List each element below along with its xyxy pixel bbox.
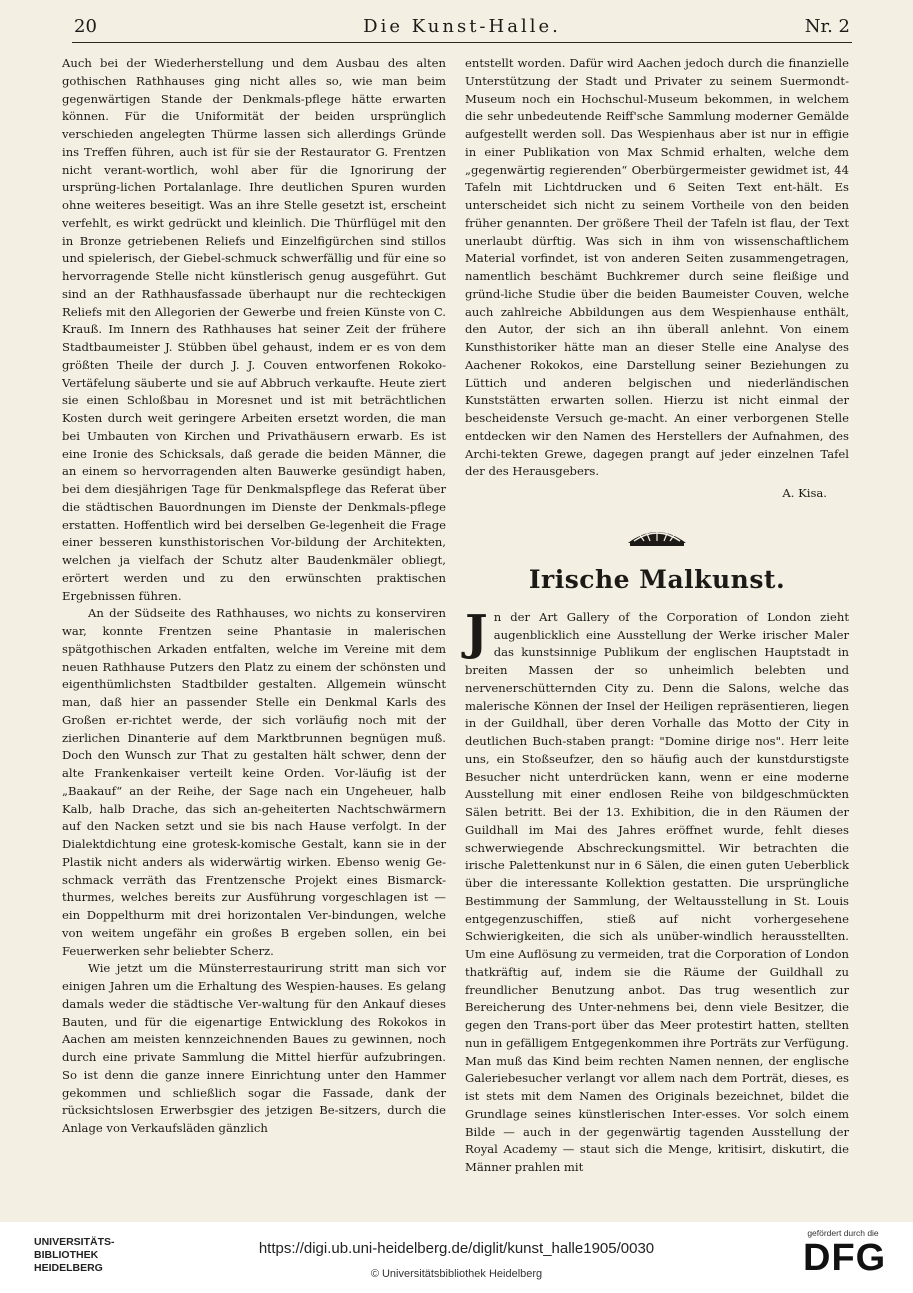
author-signature: A. Kisa. bbox=[782, 486, 827, 500]
library-name-line: BIBLIOTHEK bbox=[34, 1249, 99, 1261]
paragraph: Wie jetzt um die Münsterrestaurirung stritt man sich vor einigen Jahren um die Erhaltung des Wespien-hauses. Es gelang damals weder die städtische Ver-waltung für den Ankauf dieses Bauten, und für die eigenartige Entwicklung des Rokokos in Aachen am meisten kennzeichnenden Baues zu gewinnen, noch durch eine private Sammlung die Mittel hierfür aufzubringen. So ist denn die ganze innere Einrichtung unter den Hammer gekommen und schließlich sogar die Fassade, dank der rücksichtslosen Erwerbsgier des jetzigen Be-sitzers, durch die Anlage von Verkaufsläden gänzlich bbox=[62, 961, 446, 1135]
running-header bbox=[74, 14, 850, 40]
dfg-logo bbox=[803, 1228, 887, 1279]
paragraph-text: n der Art Gallery of the Corporation of London zieht augenblicklich eine Ausstellung der Werke irischer Maler das kunstsinnige Publikum der englischen Hauptstadt in breiten Massen der so unheimlich belebten und nervenerschütternden City zu. Denn die Salons, welche das malerische Können der Insel der Heiligen repräsentieren, liegen in der Guildhall, über deren Vorhalle das Motto der City in deutlichen Buch-staben prangt: "Domine dirige nos". Herr leite uns, ein Stoßseufzer, den so häufig auch der kunstdurstigste Besucher nicht unterdrücken kann, wenn er eine moderne Ausstellung mit einer endlosen Reihe von bildgeschmückten Sälen betritt. Bei der 13. Exhibition, die in den Räumen der Guildhall im Mai des Jahres eröffnet wurde, fehlt dieses schwerwiegende Abschreckungsmittel. Wir betrachten die irische Palettenkunst nur in 6 Sälen, die einen guten Ueberblick über die interessante Kollektion gestatten. Die ursprüngliche Bestimmung der Sammlung, der Weltausstellung in St. Louis entgegenzuschiffen, stieß auf nicht vorhergesehene Schwierigkeiten, die sich als unüber-windlich herausstellten. Um eine Auflösung zu vermeiden, trat die Corporation of London thatkräftig auf, indem sie die Räume der Guildhall zu freundlicher Benutzung anbot. Das trug wesentlich zur Bereicherung des Unter-nehmens bei, denn viele Besitzer, die gegen den Trans-port über das Meer protestirt hatten, stellten nun in gefälligem Entgegenkommen ihre Porträts zur Verfügung. Man muß das Kind beim rechten Namen nennen, der englische Galeriebesucher verlangt vor allem nach dem Porträt, dieses, es ist stets mit dem Namen des Originals bezeichnet, bildet die Grundlage seines künstlerischen Inter-esses. Vor solch einem Bilde — auch in der gegenwärtig tagenden Ausstellung der Royal Academy — staut sich die Menge, kritisirt, diskutirt, die Männer prahlen mit bbox=[465, 609, 849, 1174]
paragraph bbox=[465, 604, 849, 1177]
left-column bbox=[62, 55, 446, 1138]
right-column bbox=[465, 55, 849, 1177]
funded-by-label: gefördert durch die bbox=[807, 1228, 879, 1238]
issue-number: Nr. 2 bbox=[804, 16, 850, 37]
drop-cap: J bbox=[465, 604, 488, 661]
dfg-wordmark: DFG bbox=[803, 1237, 887, 1279]
viewer-footer bbox=[0, 1222, 913, 1293]
article-title: Irische Malkunst. bbox=[528, 564, 786, 594]
page-number: 20 bbox=[74, 16, 97, 37]
paragraph: Auch bei der Wiederherstellung und dem Ausbau des alten gothischen Rathhauses ging nicht alles so, wie man beim gegenwärtigen Stande der Denkmals-pflege hätte erwarten können. Für die Uniformität der beiden ursprünglich verschieden angelegten Thürme lassen sich allerdings Gründe ins Treffen führen, auch ist für sie der Restaurator G. Frentzen nicht verant-wortlich, wohl aber für die Ignorirung der ursprüng-lichen Portalanlage. Ihre deutlichen Spuren wurden ohne weiteres beseitigt. Was an ihre Stelle gesetzt ist, erscheint verfehlt, es wirkt gedrückt und kleinlich. Die Thürflügel mit den in Bronze getriebenen Reliefs und Einzelfigürchen sind stillos und spielerisch, der Giebel-schmuck schwerfällig und für eine so hervorragende Stelle nicht künstlerisch genug ausgeführt. Gut sind an der Rathhausfassade überhaupt nur die rechteckigen Reliefs mit den Allegorien der Gewerbe und freien Künste von C. Krauß. Im Innern des Rathhauses hat seiner Zeit der frühere Stadtbaumeister J. Stübben übel gehaust, indem er es von dem größten Theile der durch J. J. Couven entworfenen Rokoko-Vertäfelung säuberte und sie auf Abbruch verkaufte. Heute ziert sie einen Schloßbau in Moresnet und ist mit beträchtlichen Kosten durch weit geringere Arbeiten ersetzt worden, die man bei Umbauten von Kirchen und Privathäusern erwarb. Es ist eine Ironie des Schicksals, daß gerade die beiden Männer, die an einem so hervorragenden alten Bauwerke gesündigt haben, bei dem diesjährigen Tage für Denkmalspflege das Referat über die städtischen Bauordnungen im Dienste der Denkmals-pflege erstatten. Hoffentlich wird bei derselben Ge-legenheit die Frage einer besseren kunsthistorischen Vor-bildung der Architekten, welchen ja vielfach der Schutz alter Baudenkmäler obliegt, erörtert werden und zu den erwünschten praktischen Ergebnissen führen. bbox=[62, 56, 446, 603]
permalink-url[interactable]: https://digi.ub.uni-heidelberg.de/diglit/kunst_halle1905/0030 bbox=[258, 1240, 655, 1257]
library-name-line: UNIVERSITÄTS- bbox=[34, 1236, 115, 1248]
fleuron-ornament-icon bbox=[465, 509, 849, 559]
journal-title: Die Kunst-Halle. bbox=[363, 16, 561, 37]
copyright-notice: © Universitätsbibliothek Heidelberg bbox=[370, 1268, 543, 1280]
paragraph: entstellt worden. Dafür wird Aachen jedoch durch die finanzielle Unterstützung der Stadt und Privater zu seinem Suermondt-Museum noch ein Hochschul-Museum bekommen, in welchem die sehr unbedeutende Reiff'sche Sammlung moderner Gemälde aufgestellt werden soll. Das Wespienhaus aber ist nur in effigie in einer Publikation von Max Schmid erhalten, welche dem „gegenwärtig regierenden“ Oberbürgermeister gewidmet ist, 44 Tafeln mit Lichtdrucken und 6 Seiten Text ent-hält. Es unterscheidet sich nicht zu seinem Vortheile von den beiden früher genannten. Der größere Theil der Tafeln ist flau, der Text unerlaubt dürftig. Was sich in ihm von wissenschaftlichem Material vorfindet, ist von anderen Seiten zusammengetragen, namentlich beschämt Buchkremer durch seine fleißige und gründ-liche Studie über die beiden Baumeister Couven, welche auch zahlreiche Abbildungen aus dem Wespienhause enthält, den Autor, der sich an ihn überall anlehnt. Von einem Kunsthistoriker hätte man an dieser Stelle eine Analyse des Aachener Rokokos, eine Darstellung seiner Beziehungen zu Lüttich und anderen belgischen und niederländischen Kunststätten erwarten sollen. Hierzu ist nicht einmal der bescheidenste Versuch ge-macht. An einer verborgenen Stelle entdecken wir den Namen des Herstellers der Aufnahmen, des Archi-tekten Grewe, dagegen prangt auf jeder einzelnen Tafel der des Herausgebers. bbox=[465, 56, 849, 479]
library-name-line: HEIDELBERG bbox=[34, 1262, 103, 1274]
paragraph: An der Südseite des Rathhauses, wo nichts zu konserviren war, konnte Frentzen seine Phantasie in malerischen spätgothischen Arkaden entfalten, welche im Vereine mit dem neuen Rathhause Putzers den Platz zu einem der schönsten und eigenthümlichsten Stadtbilder gestalten. Allgemein wünscht man, daß hier an passender Stelle ein Denkmal Karls des Großen er-richtet werde, der sich vorläufig noch mit der zierlichen Dinanterie auf dem Marktbrunnen begnügen muß. Doch den Wunsch zur That zu gestalten hält schwer, denn der alte Frankenkaiser verteilt keine Orden. Vor-läufig ist der „Baakauf“ an der Reihe, der Sage nach ein Ungeheuer, halb Kalb, halb Drache, das sich an-geheiterten Nachtschwärmern auf den Nacken setzt und sie bis nach Hause verfolgt. In der Dialektdichtung eine grotesk-komische Gestalt, kann sie in der Plastik nicht anders als widerwärtig wirken. Ebenso wenig Ge-schmack verräth das Frentzensche Projekt eines Bismarck-thurmes, welches bereits zur Ausführung vorgeschlagen ist — ein Doppelthurm mit drei horizontalen Ver-bindungen, welche von weitem ungefähr ein großes B ergeben sollen, ein bei Feuerwerken sehr beliebter Scherz. bbox=[62, 606, 446, 958]
header-rule bbox=[72, 42, 852, 43]
